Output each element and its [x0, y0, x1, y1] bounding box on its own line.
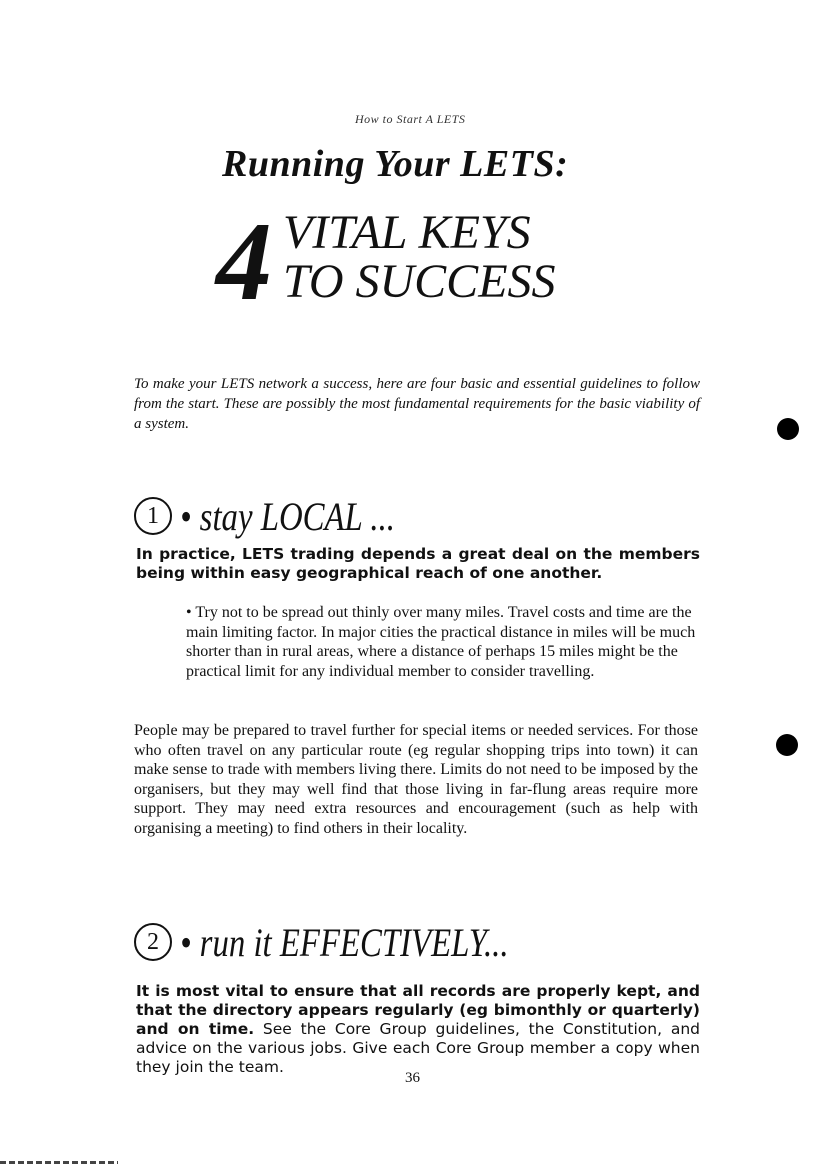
section-1-body: People may be prepared to travel further for special items or needed services. For those who often travel on any particular route (eg regular shopping trips into town) it can make sense to trade with members living there. Limits do not need to be imposed by the organisers, but they may well find that those living in far-flung areas require more support. They may need extra resources and encouragement (such as help with organising a meeting) to find others in their locality. — [134, 722, 698, 837]
section-1-heading — [134, 490, 442, 542]
section-2-lead-bold: It is most vital to ensure that all records are properly kept, and that the directory appears regularly (eg bimonthly or quarterly) and on time. — [136, 982, 700, 1038]
section-2-number: 2 — [147, 928, 159, 955]
big-number: 4 — [216, 200, 270, 324]
section-2-lead — [136, 982, 700, 1077]
page-number: 36 — [405, 1070, 420, 1086]
subtitle-line-2: TO SUCCESS — [283, 255, 556, 308]
punch-hole-icon — [777, 418, 799, 440]
section-2-heading — [134, 916, 581, 968]
section-1-heading-text: • stay LOCAL ... — [180, 493, 396, 539]
subtitle-line-1: VITAL KEYS — [283, 206, 531, 259]
section-1-lead: In practice, LETS trading depends a great deal on the members being within easy geographical reach of one another. — [136, 545, 700, 582]
section-2-lead-normal: See the Core Group guidelines, the Constitution, and advice on the various jobs. Give each Core Group member a copy when they join the team. — [136, 1020, 700, 1076]
running-header: How to Start A LETS — [355, 112, 466, 126]
intro-paragraph: To make your LETS network a success, here are four basic and essential guidelines to follow from the start. These are possibly the most fundamental requirements for the basic viability of a system. — [134, 376, 700, 432]
section-2-number-icon — [134, 923, 172, 961]
section-1-number-icon — [134, 497, 172, 535]
subtitle — [283, 208, 556, 306]
section-1-number: 1 — [147, 502, 159, 529]
page-title: Running Your LETS: — [222, 143, 569, 185]
scan-edge-mark — [0, 1161, 118, 1164]
punch-hole-icon — [776, 734, 798, 756]
section-2-heading-text: • run it EFFECTIVELY... — [180, 919, 509, 965]
section-1-bullet: • Try not to be spread out thinly over many miles. Travel costs and time are the main limiting factor. In major cities the practical distance in miles will be much shorter than in rural areas, where a distance of perhaps 15 miles might be the practical limit for any individual member to consider travelling. — [186, 604, 696, 680]
